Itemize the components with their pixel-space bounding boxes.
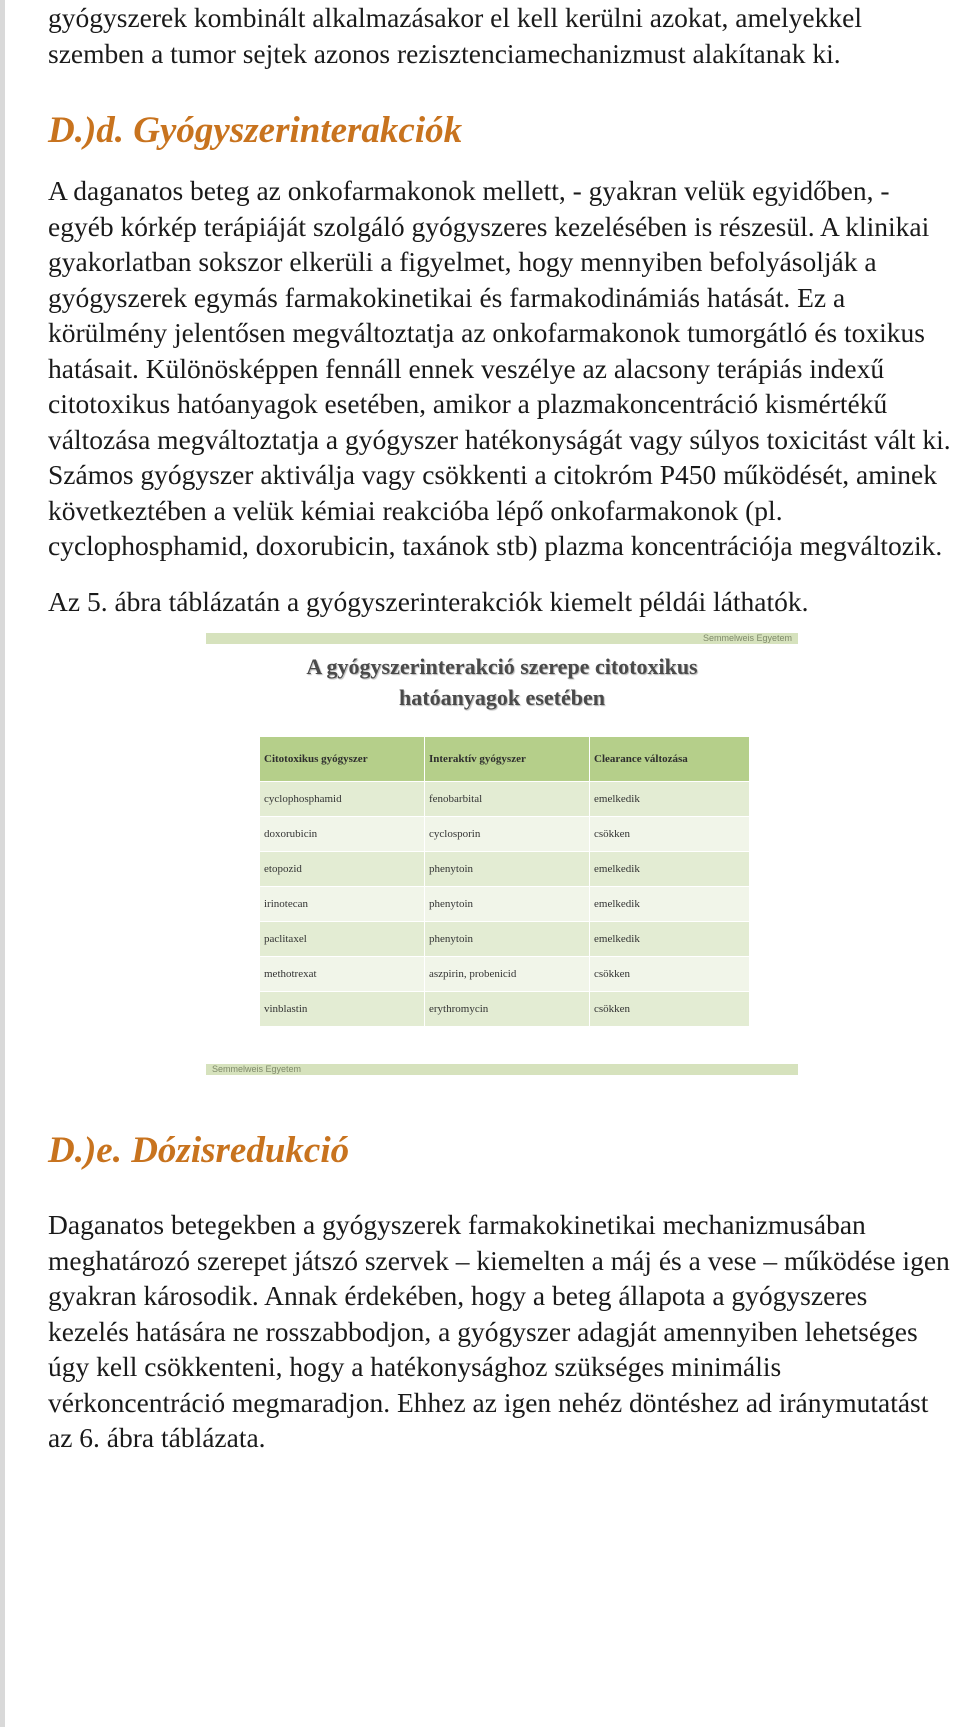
table-cell: csökken	[590, 817, 750, 852]
slide-top-bar	[206, 633, 798, 644]
table-cell: emelkedik	[590, 782, 750, 817]
table-cell: aszpirin, probenicid	[425, 957, 590, 992]
table-row	[260, 817, 750, 852]
slide-title	[206, 651, 798, 713]
left-page-rule	[0, 0, 5, 1727]
table-row	[260, 852, 750, 887]
table-header-row	[260, 737, 750, 782]
table-row	[260, 887, 750, 922]
table-cell: paclitaxel	[260, 922, 425, 957]
figure-reference-paragraph: Az 5. ábra táblázatán a gyógyszerinterakciók kiemelt példái láthatók.	[48, 585, 809, 617]
table-row	[260, 922, 750, 957]
table-cell: csökken	[590, 992, 750, 1027]
intro-paragraph: gyógyszerek kombinált alkalmazásakor el kell kerülni azokat, amelyekkel szemben a tumor sejtek azonos rezisztenciamechanizmust alakítanak ki.	[48, 2, 862, 69]
table-cell: emelkedik	[590, 922, 750, 957]
slide-bottom-bar-label: Semmelweis Egyetem	[212, 1064, 302, 1074]
table-cell: phenytoin	[425, 922, 590, 957]
dose-reduction-paragraph: Daganatos betegekben a gyógyszerek farmakokinetikai mechanizmusában meghatározó szerepet játszó szervek – kiemelten a máj és a vese – működése igen gyakran károsodik. Annak érdekében, hogy a beteg állapota a gyógyszeres kezelés hatására ne rosszabbodjon, a gyógyszer adagját amennyiben lehetséges úgy kell csökkenteni, hogy a hatékonysághoz szükséges minimális vérkoncentráció megmaradjon. Ehhez az igen nehéz döntéshez ad iránymutatást az 6. ábra táblázata.	[48, 1209, 950, 1453]
table-cell: emelkedik	[590, 887, 750, 922]
table-cell: etopozid	[260, 852, 425, 887]
table-cell: fenobarbital	[425, 782, 590, 817]
table-cell: cyclosporin	[425, 817, 590, 852]
table-cell: phenytoin	[425, 887, 590, 922]
column-header-clearance: Clearance változása	[590, 737, 750, 782]
table-row	[260, 782, 750, 817]
table-cell: doxorubicin	[260, 817, 425, 852]
table-cell: methotrexat	[260, 957, 425, 992]
column-header-interactive: Interaktív gyógyszer	[425, 737, 590, 782]
interaction-table-figure	[206, 633, 798, 1075]
table-row	[260, 957, 750, 992]
slide-title-line-1: A gyógyszerinterakció szerepe citotoxikus	[306, 654, 698, 679]
table-cell: cyclophosphamid	[260, 782, 425, 817]
table-cell: irinotecan	[260, 887, 425, 922]
table-cell: phenytoin	[425, 852, 590, 887]
slide-title-line-2: hatóanyagok esetében	[399, 685, 605, 710]
column-header-cytotoxic: Citotoxikus gyógyszer	[260, 737, 425, 782]
section-heading-interactions: D.)d. Gyógyszerinterakciók	[48, 110, 463, 151]
table-cell: emelkedik	[590, 852, 750, 887]
table-cell: vinblastin	[260, 992, 425, 1027]
slide-bottom-bar	[206, 1064, 798, 1075]
document-body	[48, 0, 953, 1456]
section-heading-dose-reduction: D.)e. Dózisredukció	[48, 1130, 350, 1171]
interactions-paragraph: A daganatos beteg az onkofarmakonok mellett, - gyakran velük egyidőben, - egyéb kórkép terápiáját szolgáló gyógyszeres kezelésében is részesül. A klinikai gyakorlatban sokszor elkerüli a figyelmet, hogy mennyiben befolyásolják a gyógyszerek egymás farmakokinetikai és farmakodinámiás hatását. Ez a körülmény jelentősen megváltoztatja az onkofarmakonok tumorgátló és toxikus hatásait. Különösképpen fennáll ennek veszélye az alacsony terápiás indexű citotoxikus hatóanyagok esetében, amikor a plazmakoncentráció kismértékű változása megváltoztatja a gyógyszer hatékonyságát vagy súlyos toxicitást vált ki. Számos gyógyszer aktiválja vagy csökkenti a citokróm P450 működését, aminek következtében a velük kémiai reakcióba lépő onkofarmakonok (pl. cyclophosphamid, doxorubicin, taxánok stb) plazma koncentrációja megváltozik.	[48, 175, 951, 561]
table-cell: erythromycin	[425, 992, 590, 1027]
interaction-table	[260, 737, 750, 1027]
table-row	[260, 992, 750, 1027]
table-cell: csökken	[590, 957, 750, 992]
slide-top-bar-label: Semmelweis Egyetem	[702, 633, 792, 643]
